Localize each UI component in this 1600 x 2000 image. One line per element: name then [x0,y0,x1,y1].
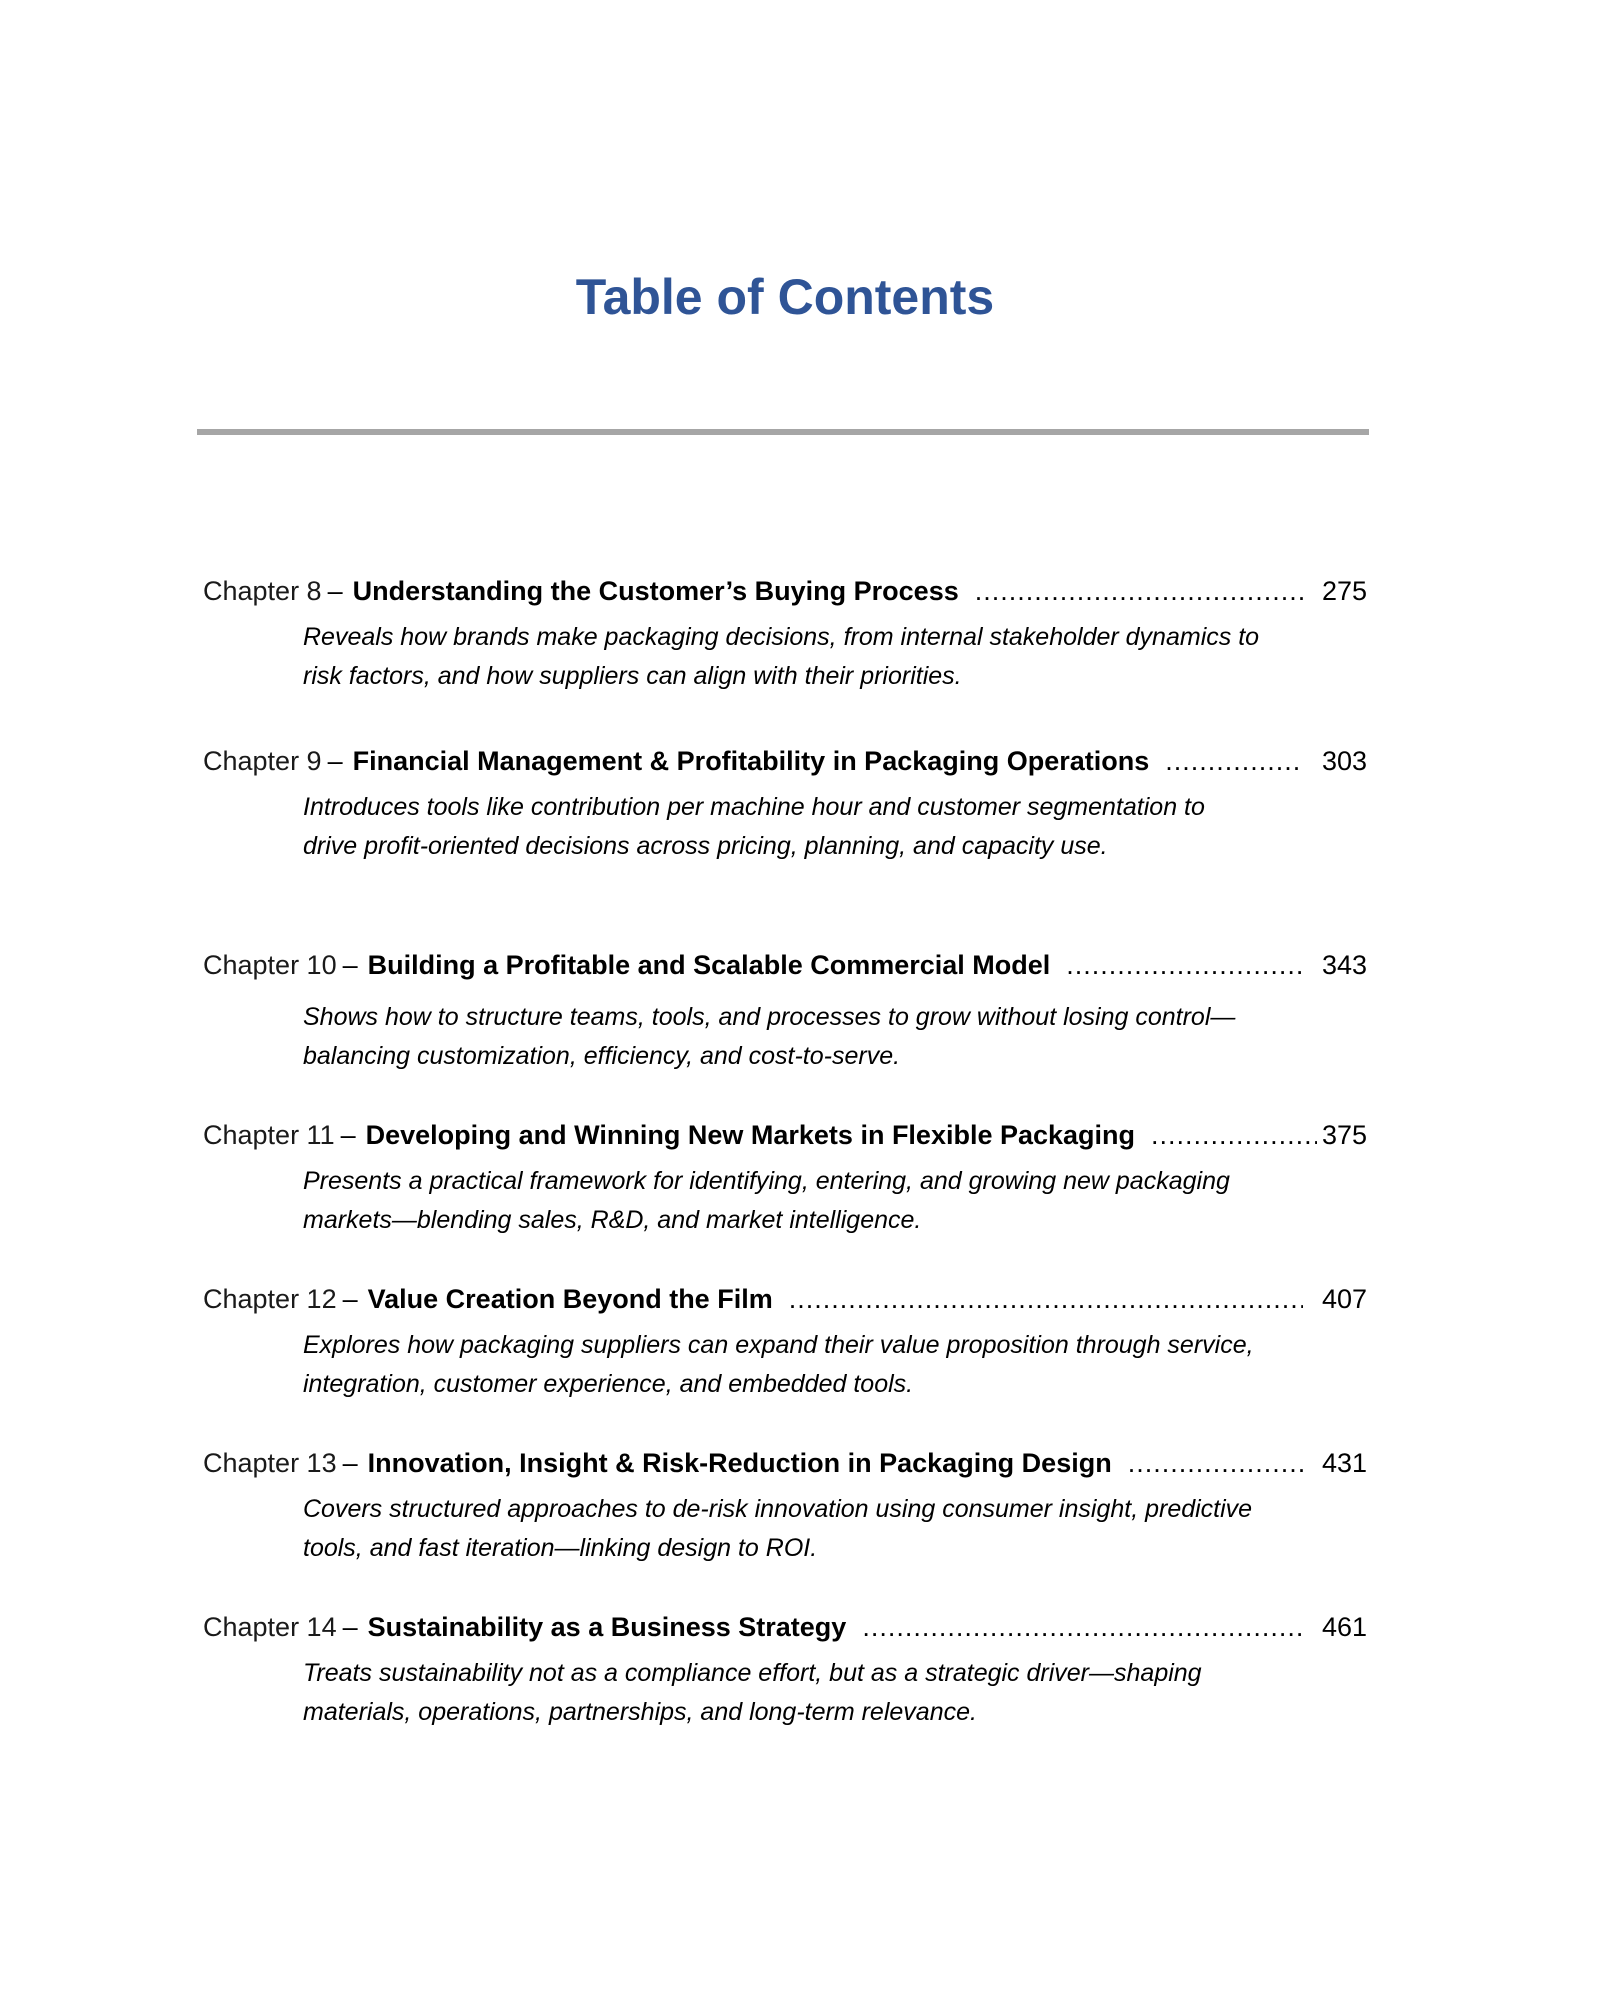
toc-entry-heading [203,744,1367,778]
page-number[interactable]: 343 [1321,950,1367,980]
chapter-number: Chapter 12 [203,1284,337,1314]
chapter-number: Chapter 10 [203,950,337,980]
chapter-description: Covers structured approaches to de-risk innovation using consumer insight, predictive tools, and fast iteration—linking design to ROI. [303,1495,1253,1562]
chapter-description: Introduces tools like contribution per machine hour and customer segmentation to drive profit-oriented decisions across pricing, planning, and capacity use. [303,793,1205,860]
chapter-separator: – [342,1284,358,1314]
page-title: Table of Contents [575,269,995,325]
toc-entry-chapter-13[interactable] [203,1446,1367,1568]
chapter-separator: – [340,1120,356,1150]
chapter-number: Chapter 14 [203,1612,337,1642]
toc-entry-heading [203,1610,1367,1644]
dot-leader [862,1610,1303,1644]
page-number[interactable]: 407 [1321,1284,1367,1314]
chapter-separator: – [342,1612,358,1642]
dot-leader [1165,744,1303,778]
page-number[interactable]: 461 [1321,1612,1367,1642]
chapter-separator: – [327,746,343,776]
chapter-title[interactable]: Financial Management & Profitability in Packaging Operations [352,746,1150,776]
page-number[interactable]: 375 [1321,1120,1367,1150]
toc-entry-heading [203,1446,1367,1480]
chapter-title[interactable]: Innovation, Insight & Risk-Reduction in Packaging Design [367,1448,1112,1478]
chapter-number: Chapter 8 [203,576,322,606]
toc-entry-chapter-9[interactable] [203,744,1367,866]
chapter-separator: – [342,1448,358,1478]
chapter-number: Chapter 9 [203,746,322,776]
chapter-title[interactable]: Building a Profitable and Scalable Commercial Model [367,950,1051,980]
toc-entry-heading [203,948,1367,982]
toc-entry-chapter-12[interactable] [203,1282,1367,1404]
chapter-description: Explores how packaging suppliers can expand their value proposition through service, integration, customer experience, and embedded tools. [303,1331,1254,1398]
chapter-title[interactable]: Sustainability as a Business Strategy [367,1612,847,1642]
toc-entry-chapter-10[interactable] [203,948,1367,1076]
chapter-title[interactable]: Developing and Winning New Markets in Flexible Packaging [365,1120,1136,1150]
toc-entry-heading [203,1282,1367,1316]
dot-leader [789,1282,1303,1316]
chapter-number: Chapter 11 [203,1120,335,1150]
toc-entry-heading [203,574,1367,608]
toc-entry-heading [203,1118,1367,1152]
title-divider [197,429,1369,435]
chapter-title[interactable]: Understanding the Customer’s Buying Process [352,576,959,606]
dot-leader [1151,1118,1317,1152]
toc-entry-chapter-14[interactable] [203,1610,1367,1732]
chapter-title[interactable]: Value Creation Beyond the Film [367,1284,773,1314]
chapter-separator: – [342,950,358,980]
toc-entry-chapter-11[interactable] [203,1118,1367,1240]
dot-leader [1128,1446,1303,1480]
page-number[interactable]: 275 [1321,576,1367,606]
toc-entry-chapter-8[interactable] [203,574,1367,696]
chapter-separator: – [327,576,343,606]
dot-leader [975,574,1303,608]
chapter-number: Chapter 13 [203,1448,337,1478]
chapter-description: Treats sustainability not as a compliance effort, but as a strategic driver—shaping materials, operations, partnerships, and long-term relevance. [303,1659,1202,1726]
dot-leader [1066,948,1303,982]
chapter-description: Presents a practical framework for identifying, entering, and growing new packaging markets—blending sales, R&D, and market intelligence. [303,1167,1230,1234]
page-number[interactable]: 303 [1321,746,1367,776]
chapter-description: Shows how to structure teams, tools, and processes to grow without losing control—balancing customization, efficiency, and cost-to-serve. [303,1003,1236,1070]
page-number[interactable]: 431 [1321,1448,1367,1478]
chapter-description: Reveals how brands make packaging decisions, from internal stakeholder dynamics to risk factors, and how suppliers can align with their priorities. [303,623,1260,690]
